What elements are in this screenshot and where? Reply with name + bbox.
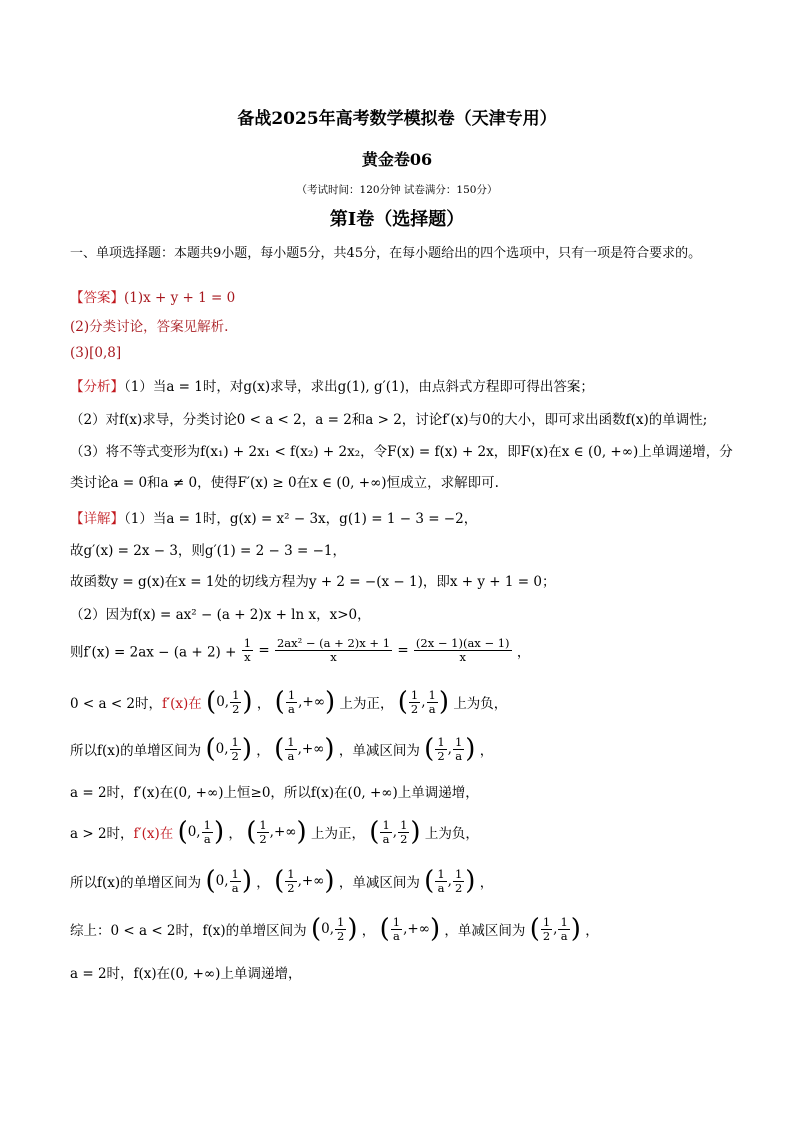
detail-line-10: 所以f(x)的单增区间为 (0, $\frac{1}{a}$ ) ， ( $\frac{1}{2}$ ,+∞) ，单减区间为 ( $\frac{1}{a}$ , $\frac{1}{2}$ ) ， — [70, 866, 494, 896]
answer-label: 【答案】 — [70, 290, 124, 306]
equals-sign: = — [258, 642, 270, 659]
detail-line-1 — [70, 507, 477, 527]
detail-text-1: （1）当a = 1时，g(x) = x² − 3x，g(1) = 1 − 3 = −2， — [124, 511, 478, 527]
answer-part-2: (2)分类讨论，答案见解析. — [70, 319, 229, 335]
fprime-label: f′(x)在 — [162, 696, 202, 712]
fraction-expanded: $\frac{\text{2ax² − (a + 2)x + 1}}{x}$ — [276, 636, 391, 664]
analysis-line-1 — [70, 375, 594, 395]
answer-part-1: (1)x + y + 1 = 0 — [124, 290, 236, 306]
analysis-line-4: 类讨论a = 0和a ≠ 0，使得F′(x) ≥ 0在x ∈ (0, +∞)恒成立，求解即可. — [70, 475, 499, 491]
detail-line-11: 综上：0 < a < 2时，f(x)的单增区间为 (0, $\frac{1}{2}$ ) ， ( $\frac{1}{a}$ ,+∞) ，单减区间为 ( $\frac{1}{2}$ , $\frac{1}{a}$ ) ， — [70, 914, 599, 944]
detail-line-4: （2）因为f(x) = ax² − (a + 2)x + ln x，x>0， — [70, 607, 371, 623]
detail-line-9: a > 2时，f′(x)在 (0, $\frac{1}{a}$ ) ， ( $\frac{1}{2}$ ,+∞) 上为正， ( $\frac{1}{a}$ , $\frac{1}{2}$ ) 上为负， — [70, 817, 479, 847]
detail-line-12: a = 2时，f(x)在(0, +∞)上单调递增， — [70, 966, 302, 982]
document-title: 备战2025年高考数学模拟卷（天津专用） — [237, 109, 557, 129]
answer-line-1 — [70, 286, 235, 306]
detail-line-6: 0 < a < 2时，f′(x)在 (0, $\frac{1}{2}$ ) ， ( $\frac{1}{a}$ ,+∞) 上为正， ( $\frac{1}{2}$ , $\frac{1}{a}$ ) 上为负， — [70, 687, 508, 717]
detail-line-7: 所以f(x)的单增区间为 (0, $\frac{1}{2}$ ) ， ( $\frac{1}{a}$ ,+∞) ，单减区间为 ( $\frac{1}{2}$ , $\frac{1}{a}$ ) ， — [70, 734, 494, 764]
analysis-label: 【分析】 — [70, 379, 124, 395]
analysis-line-2: （2）对f(x)求导，分类讨论0 < a < 2，a = 2和a > 2，讨论f′(x)与0的大小，即可求出函数f(x)的单调性; — [70, 412, 708, 428]
detail-label: 【详解】 — [70, 511, 124, 527]
section-heading: 第I卷（选择题） — [329, 209, 465, 230]
fraction-1-over-x: $\frac{1}{x}$ — [243, 636, 252, 664]
detail-line-2: 故g′(x) = 2x − 3，则g′(1) = 2 − 3 = −1， — [70, 543, 347, 559]
analysis-text-1: （1）当a = 1时，对g(x)求导，求出g(1), g′(1)，由点斜式方程即可得出答案； — [124, 379, 594, 395]
detail-line-8: a = 2时，f′(x)在(0, +∞)上恒≥0，所以f(x)在(0, +∞)上单调递增， — [70, 785, 479, 801]
detail-line-5: 则f′(x) = 2ax − (a + 2) + $\frac{1}{x}$ = $\frac{\text{2ax² − (a + 2)x + 1}}{x}$ = $\frac{(2x - 1)(ax - 1)}{x}$ ， — [70, 636, 531, 664]
instructions: 一、单项选择题：本题共9小题，每小题5分，共45分，在每小题给出的四个选项中，只有一项是符合要求的。 — [70, 246, 702, 261]
derivative-lead: 则f′(x) = 2ax − (a + 2) + — [70, 644, 237, 661]
fraction-factored: $\frac{(2x - 1)(ax - 1)}{x}$ — [415, 636, 510, 664]
exam-info: （考试时间：120分钟 试卷满分：150分） — [296, 184, 498, 196]
detail-line-3: 故函数y = g(x)在x = 1处的切线方程为y + 2 = −(x − 1)，即x + y + 1 = 0； — [70, 574, 556, 590]
answer-part-3: (3)[0,8] — [70, 345, 122, 361]
document-subtitle: 黄金卷06 — [361, 150, 433, 169]
analysis-line-3: （3）将不等式变形为f(x₁) + 2x₁ < f(x₂) + 2x₂，令F(x) = f(x) + 2x，即F(x)在x ∈ (0, +∞)上单调递增，分 — [70, 444, 733, 460]
equals-sign: = — [397, 642, 409, 659]
